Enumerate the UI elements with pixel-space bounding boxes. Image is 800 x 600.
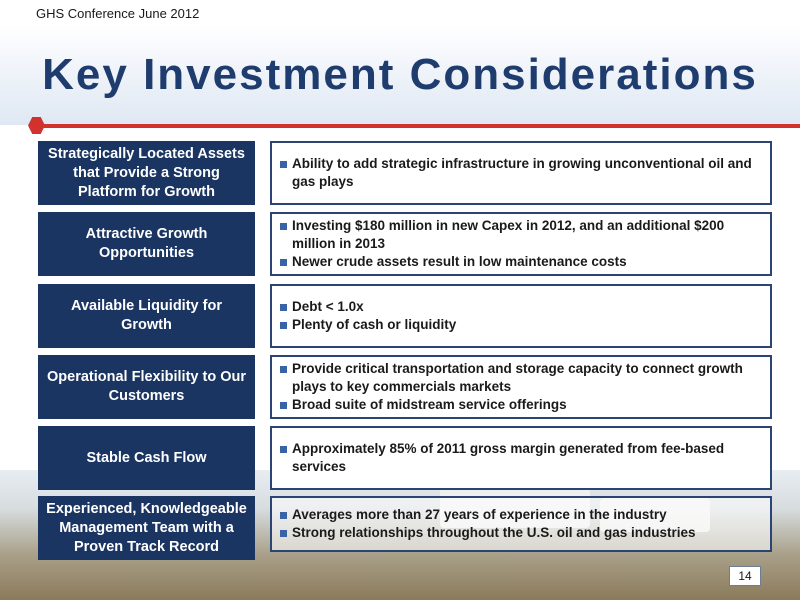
square-bullet-icon: [280, 322, 287, 329]
square-bullet-icon: [280, 161, 287, 168]
consideration-detail: [270, 496, 772, 552]
bullet-item: Debt < 1.0x: [278, 298, 760, 316]
divider-rule: [36, 124, 800, 128]
square-bullet-icon: [280, 366, 287, 373]
bullet-item: Provide critical transportation and storage capacity to connect growth plays to key commercials markets: [278, 360, 760, 396]
consideration-detail: [270, 355, 772, 419]
consideration-detail: [270, 141, 772, 205]
bullet-item: Investing $180 million in new Capex in 2012, and an additional $200 million in 2013: [278, 217, 760, 253]
bullet-item: Newer crude assets result in low maintenance costs: [278, 253, 760, 271]
square-bullet-icon: [280, 259, 287, 266]
consideration-detail: [270, 426, 772, 490]
consideration-detail: [270, 284, 772, 348]
consideration-label: Attractive Growth Opportunities: [38, 212, 255, 276]
square-bullet-icon: [280, 530, 287, 537]
square-bullet-icon: [280, 304, 287, 311]
bullet-item: Averages more than 27 years of experience in the industry: [278, 506, 760, 524]
page-number: 14: [729, 566, 761, 586]
bullet-item: Strong relationships throughout the U.S. oil and gas industries: [278, 524, 760, 542]
consideration-label: Experienced, Knowledgeable Management Team with a Proven Track Record: [38, 496, 255, 560]
consideration-detail: [270, 212, 772, 276]
bullet-item: Broad suite of midstream service offerings: [278, 396, 760, 414]
conference-label: GHS Conference June 2012: [36, 6, 200, 21]
consideration-label: Strategically Located Assets that Provide a Strong Platform for Growth: [38, 141, 255, 205]
consideration-label: Stable Cash Flow: [38, 426, 255, 490]
consideration-label: Available Liquidity for Growth: [38, 284, 255, 348]
bullet-item: Plenty of cash or liquidity: [278, 316, 760, 334]
square-bullet-icon: [280, 402, 287, 409]
square-bullet-icon: [280, 223, 287, 230]
bullet-item: Approximately 85% of 2011 gross margin generated from fee-based services: [278, 440, 760, 476]
bullet-item: Ability to add strategic infrastructure in growing unconventional oil and gas plays: [278, 155, 760, 191]
square-bullet-icon: [280, 512, 287, 519]
page-title: Key Investment Considerations: [42, 50, 758, 99]
consideration-label: Operational Flexibility to Our Customers: [38, 355, 255, 419]
square-bullet-icon: [280, 446, 287, 453]
